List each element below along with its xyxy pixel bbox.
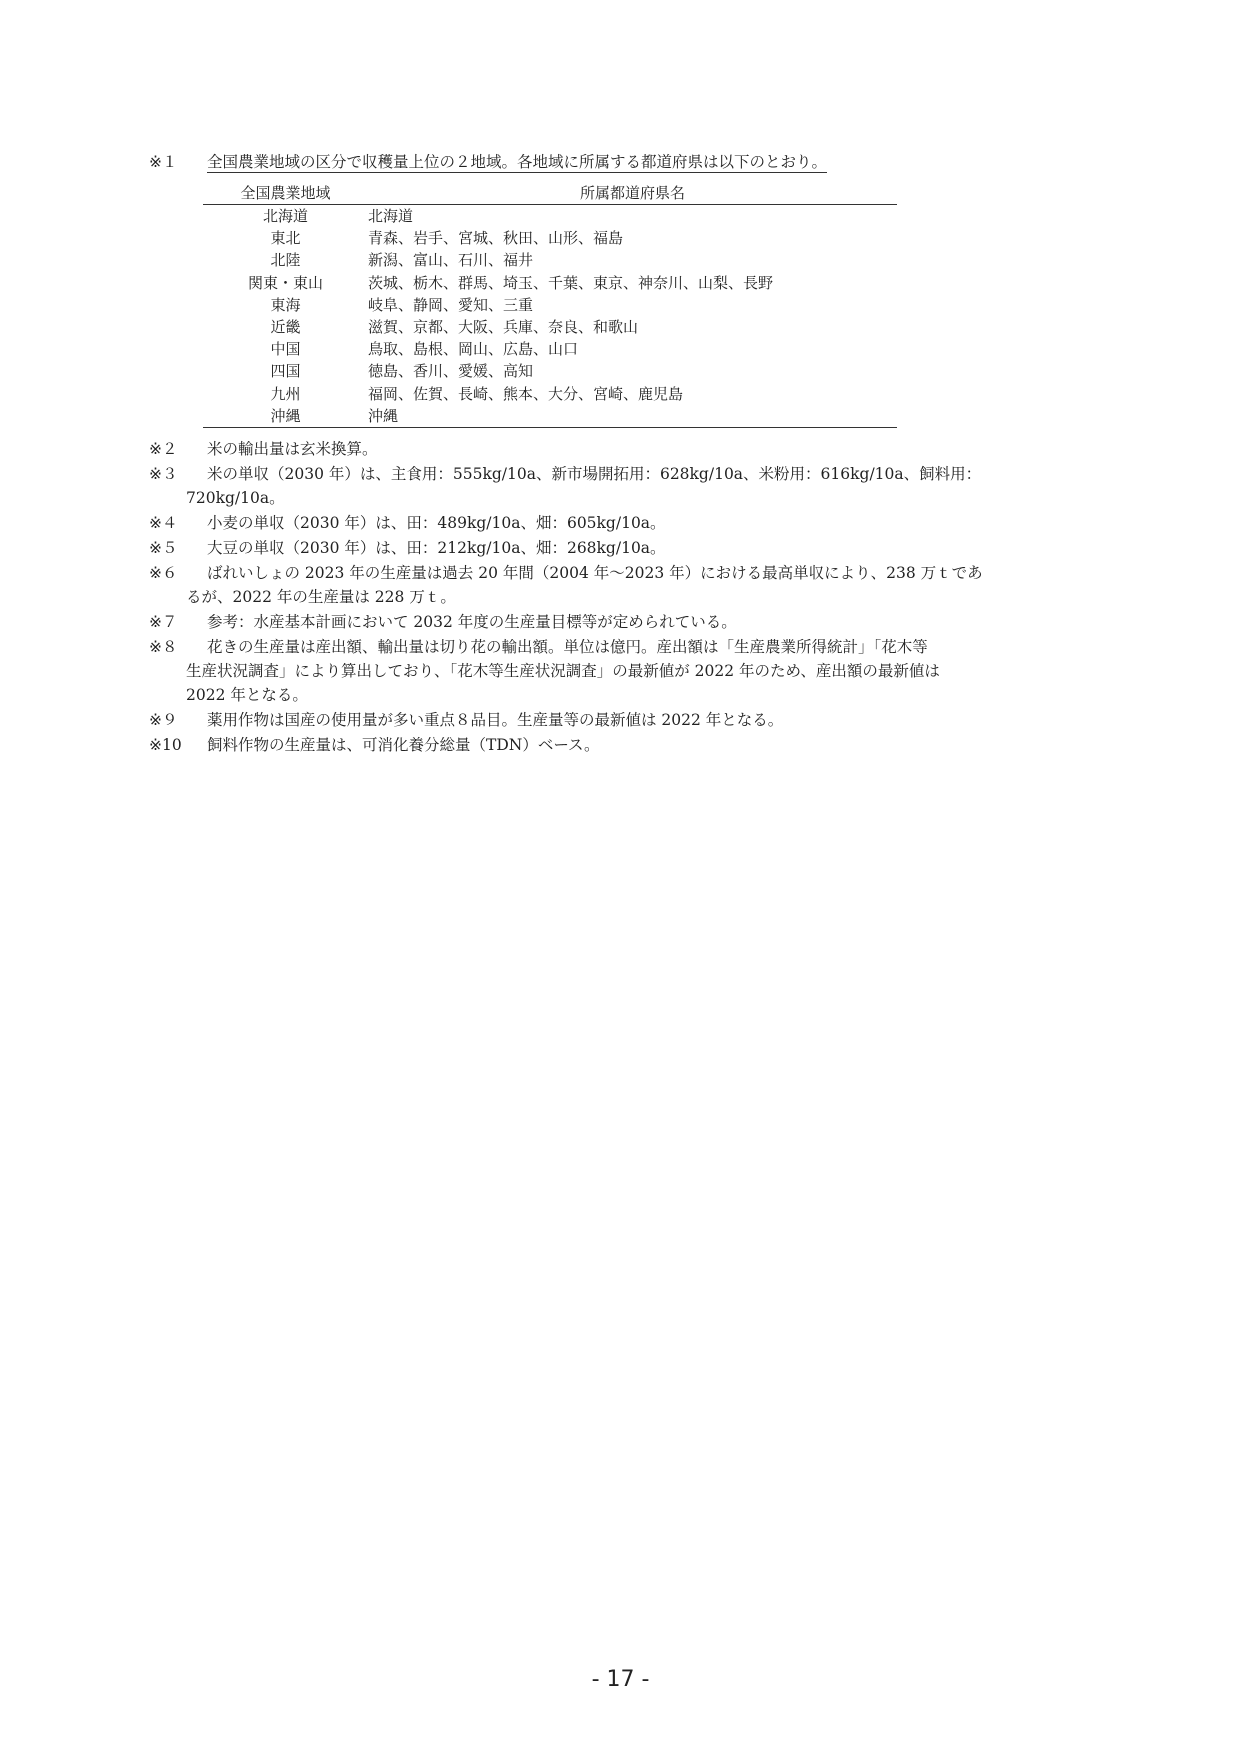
note-text: 米の単収（2030 年）は、主食用：555kg/10a、新市場開拓用：628kg/10a、米粉用：616kg/10a、飼料用： <box>207 465 982 483</box>
note-mark: ※８ <box>149 638 178 656</box>
table-row <box>203 205 897 228</box>
note-1 <box>149 150 1099 172</box>
region-table <box>203 180 897 428</box>
note-mark: ※９ <box>149 711 178 729</box>
header-region: 全国農業地域 <box>203 180 368 205</box>
note-mark: ※７ <box>149 613 178 631</box>
note-text: 小麦の単収（2030 年）は、田：489kg/10a、畑：605kg/10a。 <box>207 514 666 532</box>
region-cell: 関東・東山 <box>247 273 323 292</box>
note-10 <box>149 733 1099 755</box>
prefectures-cell: 滋賀、京都、大阪、兵庫、奈良、和歌山 <box>368 318 639 337</box>
prefectures-cell: 岐阜、静岡、愛知、三重 <box>368 295 534 314</box>
table-row <box>203 316 897 338</box>
prefectures-cell: 青森、岩手、宮城、秋田、山形、福島 <box>368 229 624 248</box>
note-mark: ※６ <box>149 564 178 582</box>
table-row <box>203 405 897 428</box>
note-5 <box>149 536 1099 558</box>
region-cell: 東北 <box>270 229 301 248</box>
prefectures-cell: 鳥取、島根、岡山、広島、山口 <box>368 340 579 359</box>
note-7 <box>149 610 1099 632</box>
table-row <box>203 227 897 249</box>
note-text: ばれいしょの 2023 年の生産量は過去 20 年間（2004 年～2023 年）における最高単収により、238 万ｔであ <box>207 564 983 582</box>
region-cell: 中国 <box>270 340 301 359</box>
note-8-continuation: 生産状況調査」により算出しており、「花木等生産状況調査」の最新値が 2022 年のため、産出額の最新値は <box>186 662 940 680</box>
page-number: - 17 - <box>591 1667 650 1692</box>
region-cell: 北陸 <box>270 251 301 270</box>
note-text: 薬用作物は国産の使用量が多い重点８品目。生産量等の最新値は 2022 年となる。 <box>207 711 784 729</box>
note-6 <box>149 561 1099 583</box>
prefectures-cell: 北海道 <box>368 207 414 226</box>
note-mark: ※１ <box>149 153 178 171</box>
note-text: 飼料作物の生産量は、可消化養分総量（TDN）ベース。 <box>207 736 600 754</box>
note-text: 全国農業地域の区分で収穫量上位の２地域。各地域に所属する都道府県は以下のとおり。 <box>207 153 828 171</box>
note-mark: ※２ <box>149 440 178 458</box>
note-3-continuation: 720kg/10a。 <box>186 489 285 507</box>
region-cell: 沖縄 <box>203 405 368 428</box>
note-mark: ※５ <box>149 539 178 557</box>
note-mark: ※４ <box>149 514 178 532</box>
region-cell: 四国 <box>270 362 301 381</box>
table-row <box>203 272 897 294</box>
region-cell: 東海 <box>270 295 301 314</box>
table-row <box>203 294 897 316</box>
prefectures-cell: 徳島、香川、愛媛、高知 <box>368 362 534 381</box>
note-9 <box>149 708 1099 730</box>
note-text: 大豆の単収（2030 年）は、田：212kg/10a、畑：268kg/10a。 <box>207 539 666 557</box>
table-header-row <box>203 180 897 205</box>
note-mark: ※10 <box>149 736 182 754</box>
region-cell: 九州 <box>270 384 301 403</box>
note-mark: ※３ <box>149 465 178 483</box>
header-prefectures: 所属都道府県名 <box>368 180 897 205</box>
note-8-continuation-2: 2022 年となる。 <box>186 686 308 704</box>
prefectures-cell: 新潟、富山、石川、福井 <box>368 251 534 270</box>
prefectures-cell: 沖縄 <box>368 405 897 428</box>
region-cell: 近畿 <box>270 318 301 337</box>
note-text: 米の輸出量は玄米換算。 <box>207 440 378 458</box>
note-4 <box>149 511 1099 533</box>
note-text: 参考：水産基本計画において 2032 年度の生産量目標等が定められている。 <box>207 613 737 631</box>
table-row <box>203 338 897 360</box>
region-cell: 北海道 <box>262 207 308 226</box>
note-6-continuation: るが、2022 年の生産量は 228 万ｔ。 <box>186 588 456 606</box>
prefectures-cell: 茨城、栃木、群馬、埼玉、千葉、東京、神奈川、山梨、長野 <box>368 273 774 292</box>
table-row <box>203 383 897 405</box>
note-3 <box>149 462 1099 484</box>
table-row <box>203 360 897 382</box>
prefectures-cell: 福岡、佐賀、長崎、熊本、大分、宮崎、鹿児島 <box>368 384 684 403</box>
note-text: 花きの生産量は産出額、輸出量は切り花の輸出額。単位は億円。産出額は「生産農業所得統計」「花木等 <box>207 638 928 656</box>
note-2 <box>149 437 1099 459</box>
note-8 <box>149 635 1099 657</box>
table-row <box>203 249 897 271</box>
